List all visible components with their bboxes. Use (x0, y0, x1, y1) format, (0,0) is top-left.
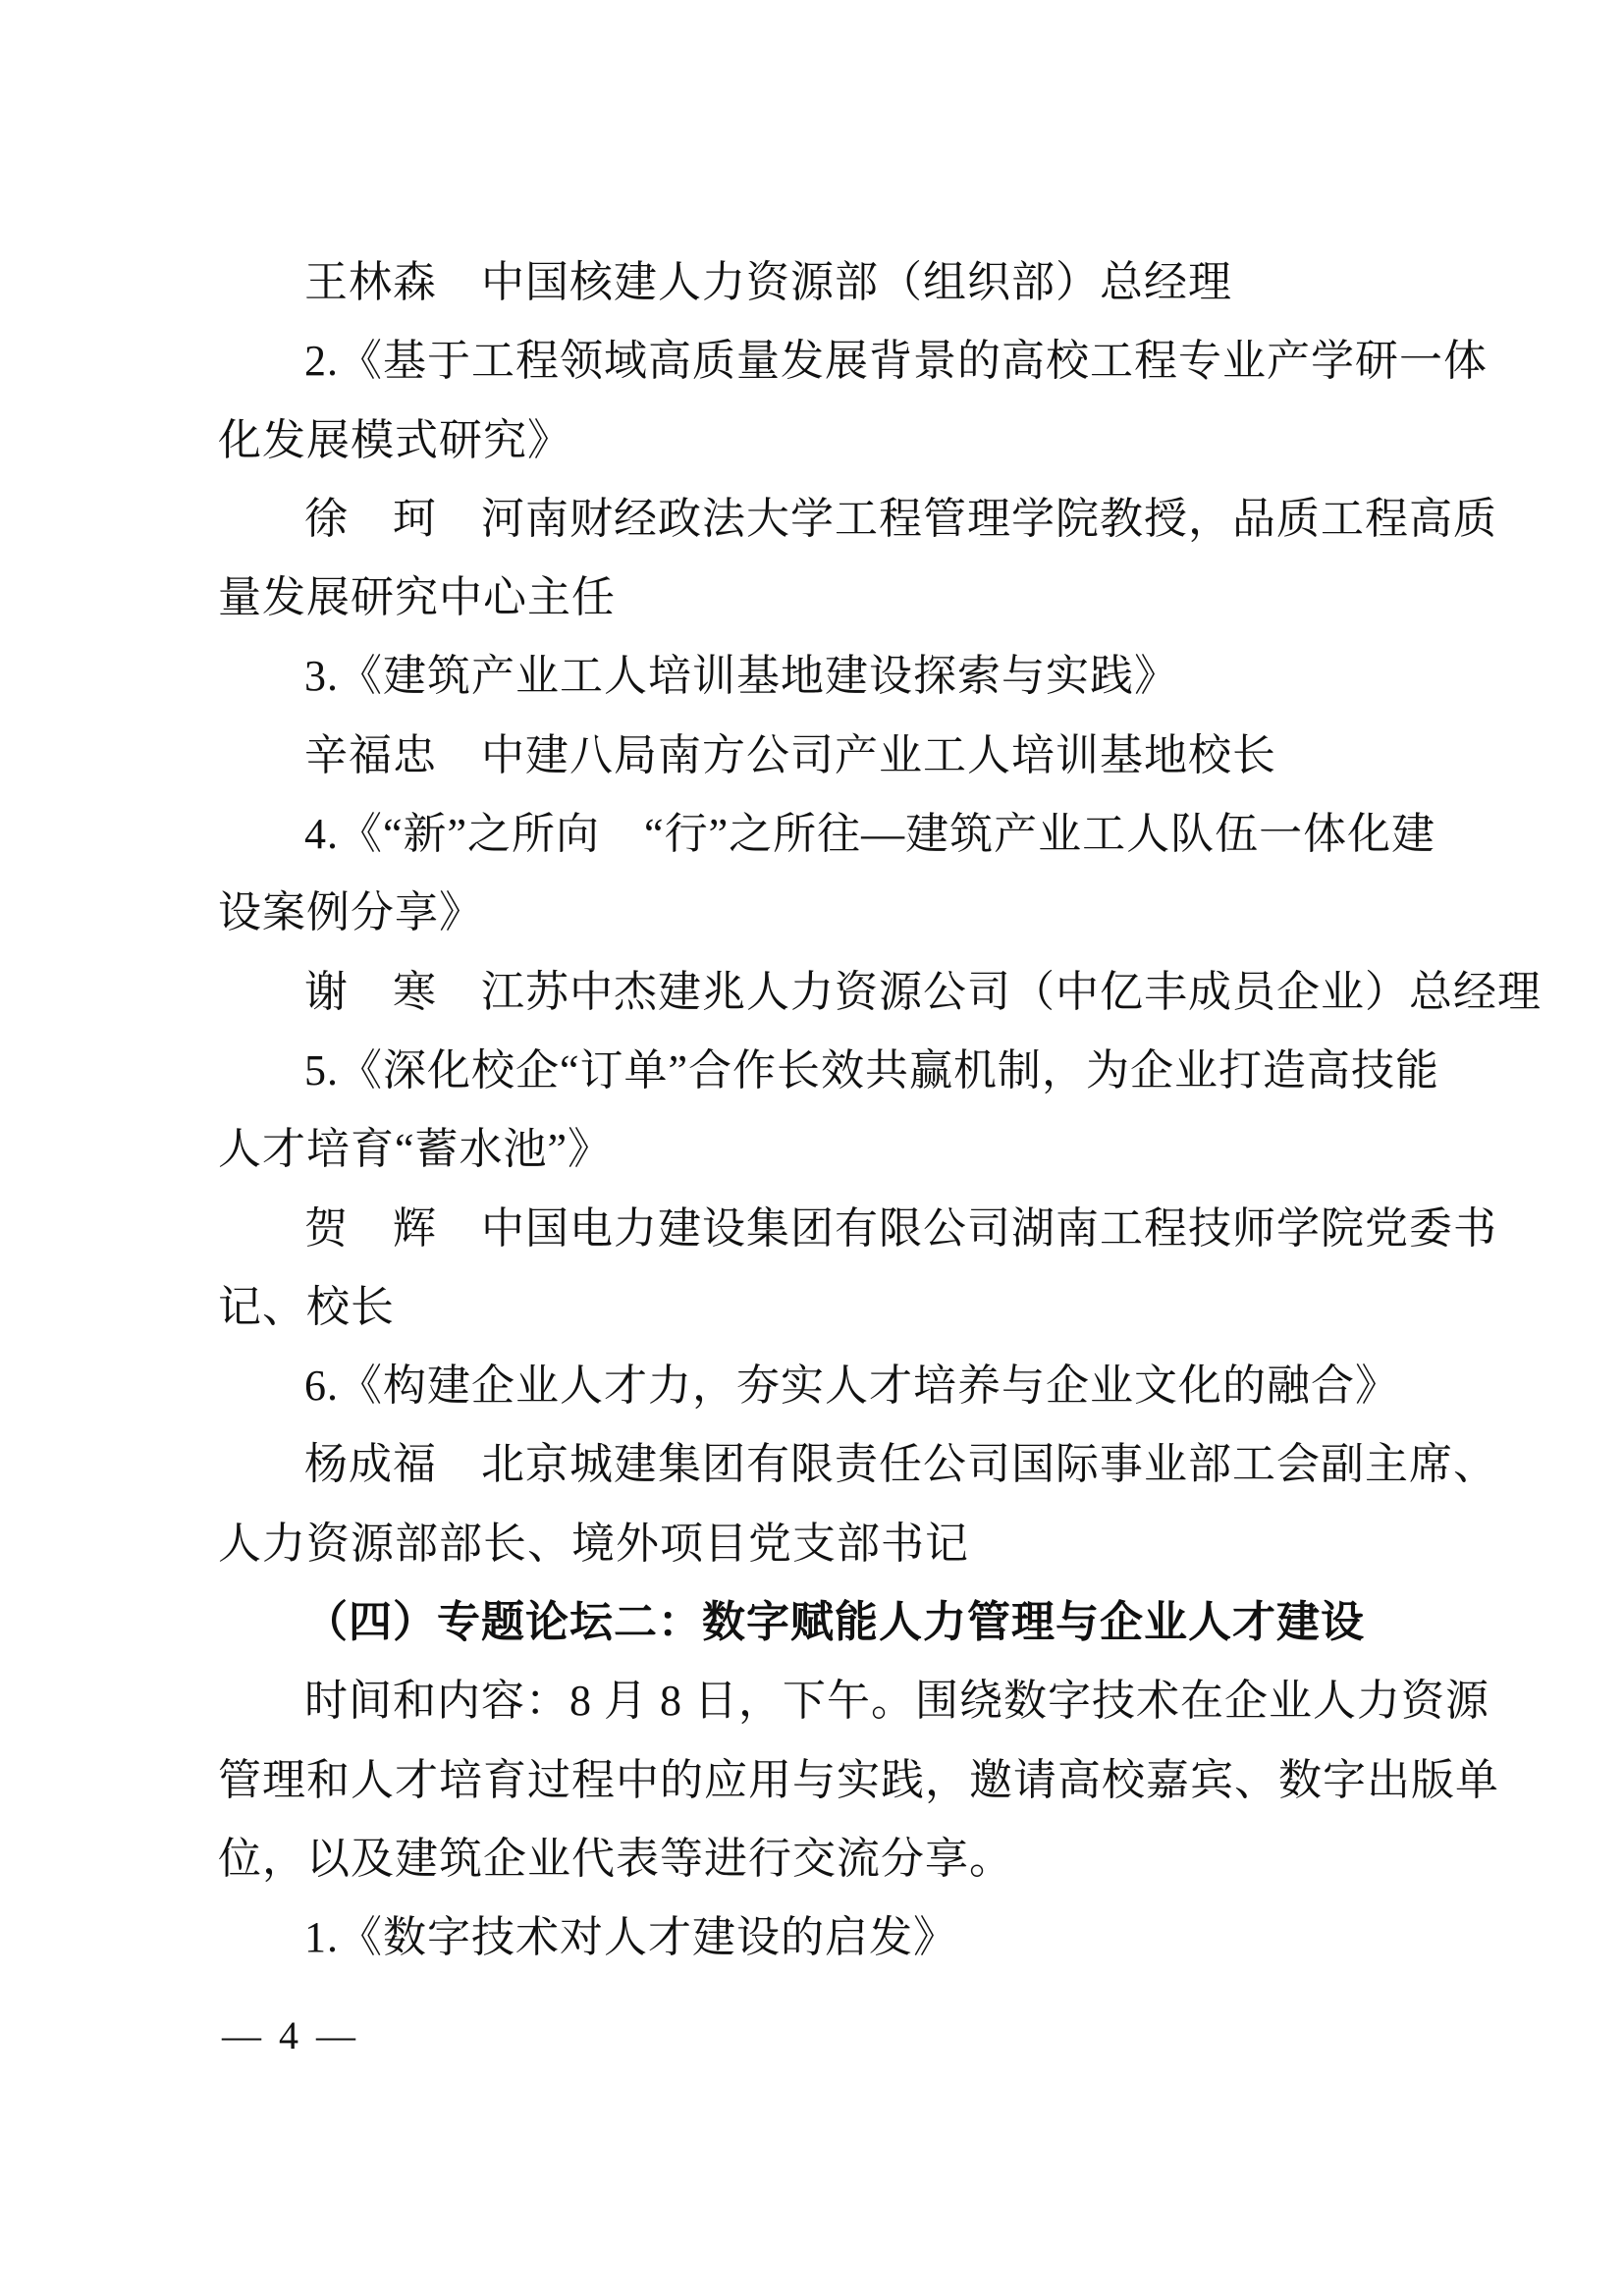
document-line: 4.《“新”之所向 “行”之所往—建筑产业工人队伍一体化建 (304, 810, 1436, 859)
document-line: 徐 珂 河南财经政法大学工程管理学院教授，品质工程高质 (304, 494, 1497, 543)
document-line: 王林森 中国核建人力资源部（组织部）总经理 (304, 258, 1232, 306)
document-line: 6.《构建企业人才力，夯实人才培养与企业文化的融合》 (304, 1362, 1399, 1411)
document-line: 化发展模式研究》 (218, 415, 571, 464)
document-line: 设案例分享》 (218, 888, 483, 937)
document-line: 杨成福 北京城建集团有限责任公司国际事业部工会副主席、 (304, 1440, 1497, 1489)
document-line: 人力资源部部长、境外项目党支部书记 (218, 1519, 969, 1568)
document-line: 1.《数字技术对人才建设的启发》 (304, 1913, 957, 1962)
document-line: 人才培育“蓄水池”》 (218, 1125, 613, 1174)
document-line: 时间和内容：8 月 8 日，下午。围绕数字技术在企业人力资源 (304, 1677, 1489, 1726)
document-line: 3.《建筑产业工人培训基地建设探索与实践》 (304, 652, 1178, 701)
document-line: （四）专题论坛二：数字赋能人力管理与企业人才建设 (304, 1598, 1365, 1647)
document-body (218, 243, 1542, 1978)
document-line: 5.《深化校企“订单”合作长效共赢机制，为企业打造高技能 (304, 1045, 1440, 1095)
document-line: 2.《基于工程领域高质量发展背景的高校工程专业产学研一体 (304, 337, 1488, 386)
document-line: 量发展研究中心主任 (218, 573, 616, 622)
page-number: — 4 — (222, 2013, 359, 2057)
document-line: 辛福忠 中建八局南方公司产业工人培训基地校长 (304, 730, 1276, 779)
document-line: 位，以及建筑企业代表等进行交流分享。 (218, 1834, 1013, 1883)
document-line: 贺 辉 中国电力建设集团有限公司湖南工程技师学院党委书 (304, 1203, 1497, 1253)
document-line: 谢 寒 江苏中杰建兆人力资源公司（中亿丰成员企业）总经理 (304, 967, 1542, 1016)
document-line: 管理和人才培育过程中的应用与实践，邀请高校嘉宾、数字出版单 (218, 1755, 1499, 1804)
document-line: 记、校长 (218, 1282, 395, 1331)
